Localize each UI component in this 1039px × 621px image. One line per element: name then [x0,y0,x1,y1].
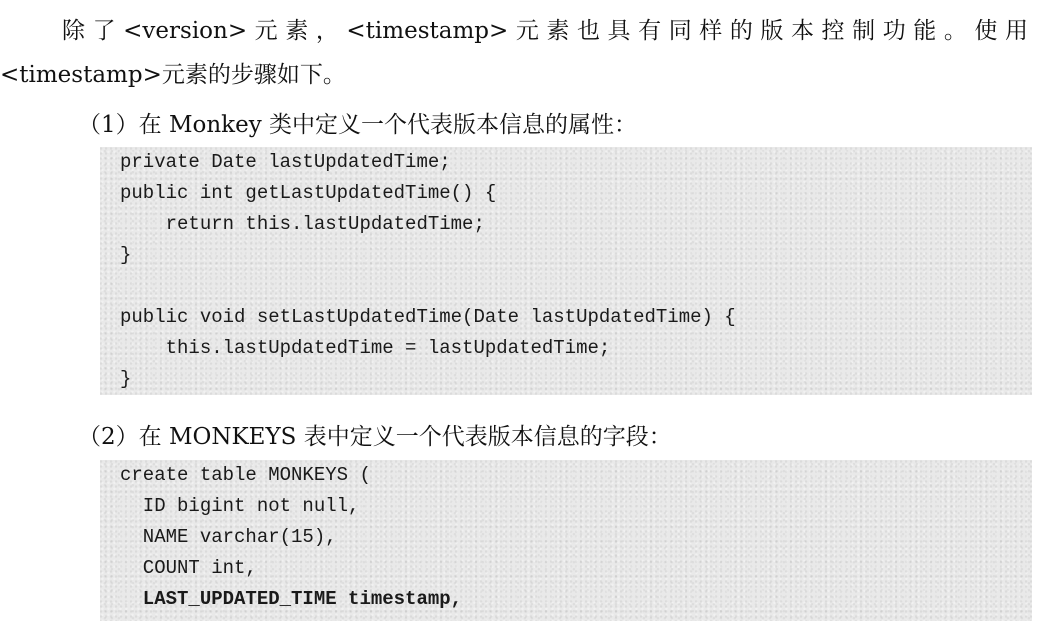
paragraph-line-2: <timestamp>元素的步骤如下。 [0,62,346,88]
code-block-monkey-class [100,147,1032,395]
code-line-highlighted: LAST_UPDATED_TIME timestamp, [120,588,463,610]
code-line: ID bigint not null, [120,495,360,517]
code-line: } [120,368,132,390]
code-line: public int getLastUpdatedTime() { [120,182,497,204]
code-line: create table MONKEYS ( [120,464,371,486]
code-line: return this.lastUpdatedTime; [120,213,485,235]
code-block-monkeys-table [100,460,1032,621]
code-line: } [120,244,132,266]
paragraph-line-1: 除了<version>元素，<timestamp>元素也具有同样的版本控制功能。使用 [62,18,1028,44]
code-line: COUNT int, [120,557,257,579]
code-line: NAME varchar(15), [120,526,337,548]
step-1-heading: （1）在 Monkey 类中定义一个代表版本信息的属性： [78,112,638,138]
code-line: public void setLastUpdatedTime(Date lastUpdatedTime) { [120,306,736,328]
code-line: private Date lastUpdatedTime; [120,151,451,173]
code-line: this.lastUpdatedTime = lastUpdatedTime; [120,337,611,359]
step-2-heading: （2）在 MONKEYS 表中定义一个代表版本信息的字段： [78,424,672,450]
